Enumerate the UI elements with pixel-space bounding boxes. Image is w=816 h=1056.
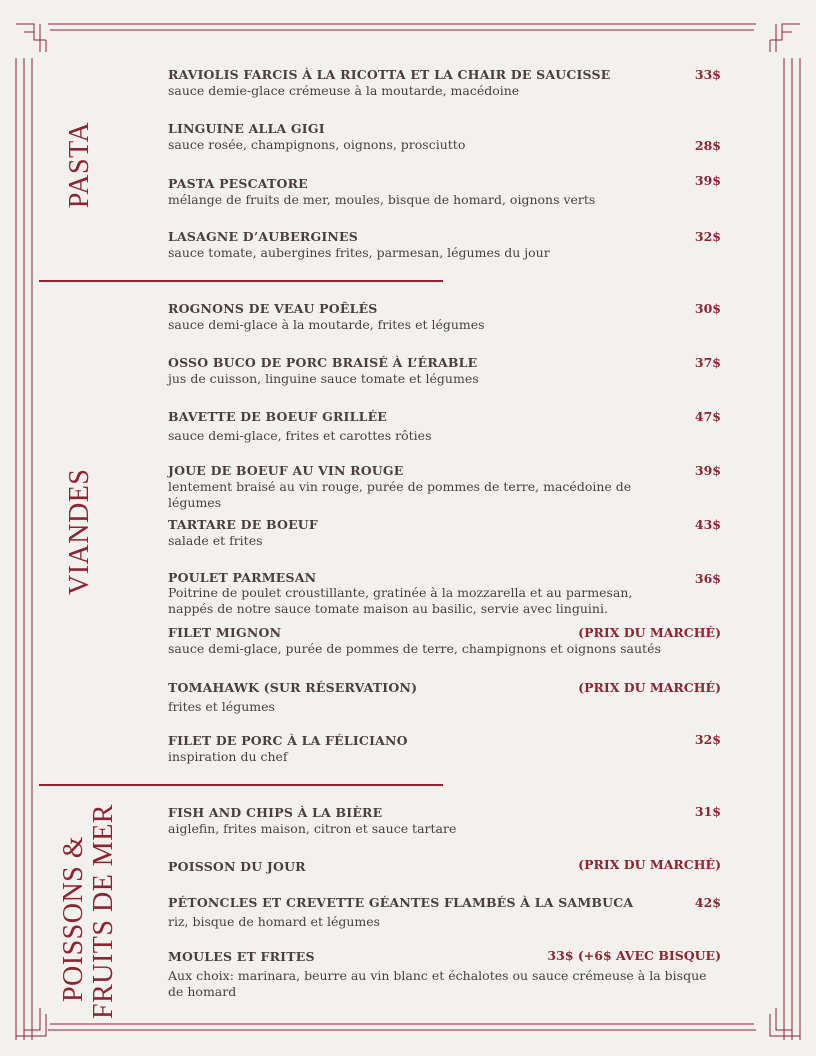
dish-price: 30$ — [694, 301, 721, 316]
dish-price: 36$ — [694, 571, 721, 586]
dish-description: sauce demi-glace, purée de pommes de terre, champignons et oignons sautés — [168, 641, 661, 656]
dish-description: riz, bisque de homard et légumes — [168, 914, 381, 929]
dish-name: TOMAHAWK (SUR RÉSERVATION) — [168, 680, 418, 695]
dish-description: sauce rosée, champignons, oignons, prosciutto — [168, 137, 466, 152]
menu-item — [168, 517, 721, 549]
section-divider — [39, 784, 443, 786]
dish-price: 32$ — [694, 229, 721, 244]
dish-name: FILET DE PORC À LA FÉLICIANO — [168, 733, 408, 748]
dish-name: LASAGNE D’AUBERGINES — [168, 229, 358, 244]
section-title-viandes: VIANDES — [64, 468, 95, 595]
dish-price: (PRIX DU MARCHÉ) — [578, 857, 721, 872]
dish-name: FILET MIGNON — [168, 625, 282, 640]
dish-description: mélange de fruits de mer, moules, bisque de homard, oignons verts — [168, 192, 596, 207]
section-title-pasta: PASTA — [64, 121, 95, 209]
dish-name: RAVIOLIS FARCIS À LA RICOTTA ET LA CHAIR DE SAUCISSE — [168, 67, 611, 82]
dish-price: 28$ — [694, 138, 721, 153]
menu-item — [168, 733, 721, 765]
dish-name: MOULES ET FRITES — [168, 949, 315, 964]
dish-price: (PRIX DU MARCHÉ) — [578, 680, 721, 695]
menu-item — [168, 895, 721, 930]
dish-name: OSSO BUCO DE PORC BRAISÉ À L’ÉRABLE — [168, 355, 478, 370]
dish-price: 31$ — [694, 804, 721, 819]
dish-price: 33$ — [694, 67, 721, 82]
section-title-poissons-line1: POISSONS & — [58, 835, 89, 1003]
menu-item — [168, 229, 721, 261]
menu-item — [168, 805, 721, 837]
dish-name: FISH AND CHIPS À LA BIÈRE — [168, 805, 383, 820]
dish-name: BAVETTE DE BOEUF GRILLÉE — [168, 409, 388, 424]
menu-item — [168, 173, 721, 208]
dish-price: 47$ — [694, 409, 721, 424]
menu-item — [168, 355, 721, 387]
menu-item — [168, 571, 721, 617]
dish-name: LINGUINE ALLA GIGI — [168, 121, 325, 136]
dish-name: JOUE DE BOEUF AU VIN ROUGE — [168, 463, 404, 478]
dish-price: 33$ (+6$ AVEC BISQUE) — [547, 948, 721, 963]
menu-item — [168, 463, 721, 511]
menu-item — [168, 301, 721, 333]
dish-description: sauce demie-glace crémeuse à la moutarde, macédoine — [168, 83, 520, 98]
dish-price: 42$ — [694, 895, 721, 910]
menu-item — [168, 680, 721, 715]
menu-item — [168, 625, 721, 657]
dish-description: lentement braisé au vin rouge, purée de pommes de terre, macédoine de légumes — [168, 479, 632, 510]
dish-price: 39$ — [694, 173, 721, 188]
section-title-poissons-line2: FRUITS DE MER — [88, 804, 119, 1019]
dish-name: POULET PARMESAN — [168, 570, 317, 585]
dish-name: PÉTONCLES ET CREVETTE GÉANTES FLAMBÉS À LA SAMBUCA — [168, 895, 634, 910]
dish-description: jus de cuisson, linguine sauce tomate et légumes — [168, 371, 479, 386]
dish-name: ROGNONS DE VEAU POÊLÉS — [168, 301, 378, 316]
dish-description: sauce demi-glace, frites et carottes rôties — [168, 428, 432, 443]
dish-price: 37$ — [694, 355, 721, 370]
dish-description: sauce demi-glace à la moutarde, frites et légumes — [168, 317, 485, 332]
dish-description: salade et frites — [168, 533, 263, 548]
dish-description: sauce tomate, aubergines frites, parmesan, légumes du jour — [168, 245, 550, 260]
dish-name: PASTA PESCATORE — [168, 176, 308, 191]
menu-item — [168, 121, 721, 153]
dish-name: TARTARE DE BOEUF — [168, 517, 318, 532]
dish-price: (PRIX DU MARCHÉ) — [578, 625, 721, 640]
menu-item — [168, 67, 721, 99]
section-title-poissons — [58, 804, 119, 1019]
dish-price: 43$ — [694, 517, 721, 532]
menu-item — [168, 859, 721, 875]
section-divider — [39, 280, 443, 282]
dish-description: frites et légumes — [168, 699, 275, 714]
dish-price: 32$ — [694, 732, 721, 747]
menu-item — [168, 409, 721, 444]
dish-description: aiglefin, frites maison, citron et sauce tartare — [168, 821, 457, 836]
dish-description: Poitrine de poulet croustillante, gratinée à la mozzarella et au parmesan, nappés de notre sauce tomate maison au basilic, servie avec linguini. — [168, 585, 633, 616]
dish-name: POISSON DU JOUR — [168, 859, 306, 874]
dish-description: inspiration du chef — [168, 749, 288, 764]
dish-description: Aux choix: marinara, beurre au vin blanc et échalotes ou sauce crémeuse à la bisque de homard — [168, 968, 707, 999]
dish-price: 39$ — [694, 463, 721, 478]
menu-item — [168, 949, 721, 1000]
